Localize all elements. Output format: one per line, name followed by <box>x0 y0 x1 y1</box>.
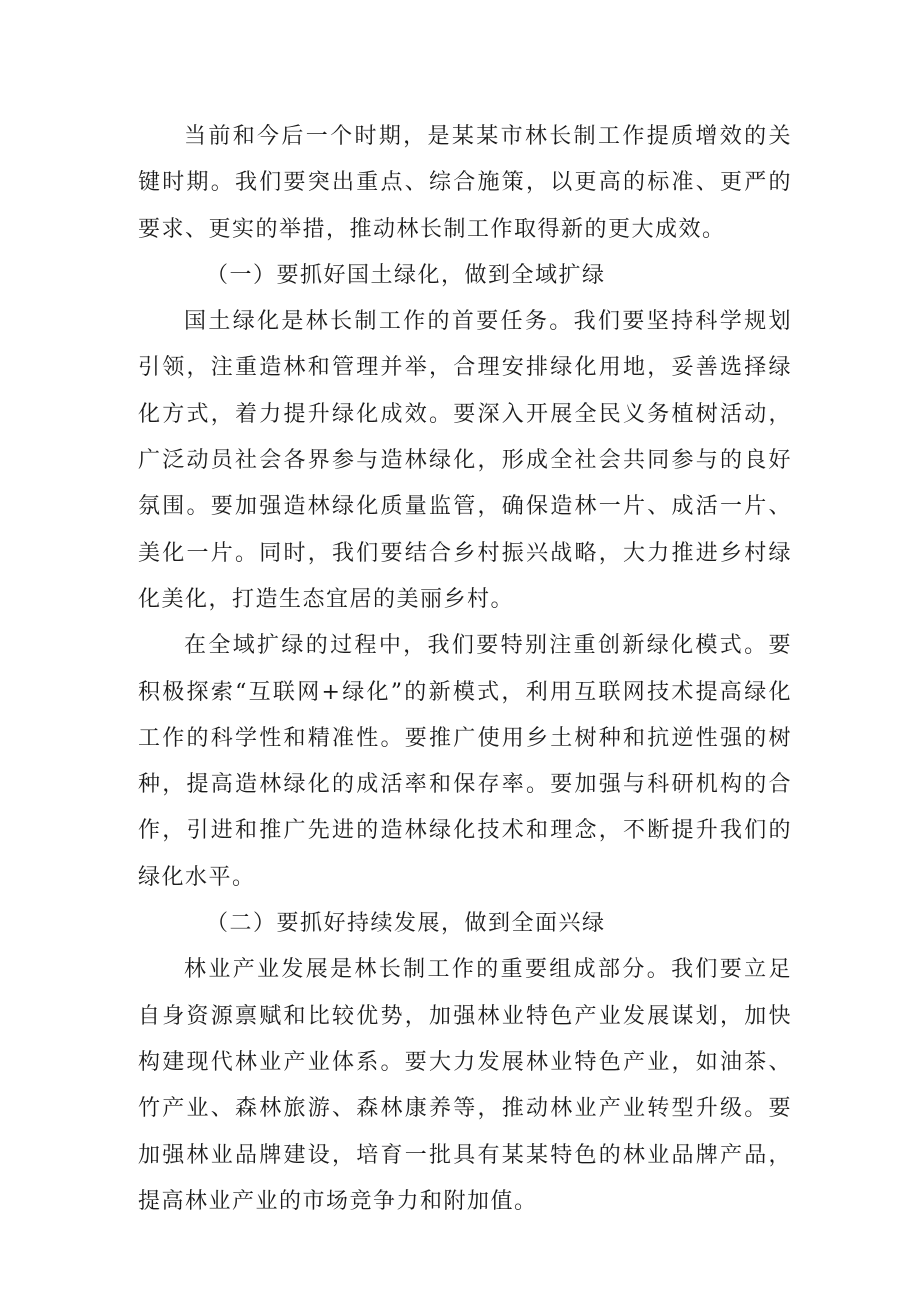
section-heading-1: （一）要抓好国土绿化，做到全域扩绿 <box>206 262 606 288</box>
section-heading-2: （二）要抓好持续发展，做到全面兴绿 <box>206 911 606 937</box>
document-body <box>138 114 792 1225</box>
paragraph-intro: 当前和今后一个时期，是某某市林长制工作提质增效的关键时期。我们要突出重点、综合施策，以更高的标准、更严的要求、更实的举措，推动林长制工作取得新的更大成效。 <box>138 124 792 242</box>
paragraph-innovation: 在全域扩绿的过程中，我们要特别注重创新绿化模式。要积极探索“互联网+绿化”的新模式，利用互联网技术提高绿化工作的科学性和精准性。要推广使用乡土树种和抗逆性强的树种，提高造林绿化的成活率和保存率。要加强与科研机构的合作，引进和推广先进的造林绿化技术和理念，不断提升我们的绿化水平。 <box>138 633 792 890</box>
paragraph-industry: 林业产业发展是林长制工作的重要组成部分。我们要立足自身资源禀赋和比较优势，加强林业特色产业发展谋划，加快构建现代林业产业体系。要大力发展林业特色产业，如油茶、竹产业、森林旅游、森林康养等，推动林业产业转型升级。要加强林业品牌建设，培育一批具有某某特色的林业品牌产品，提高林业产业的市场竞争力和附加值。 <box>138 957 792 1214</box>
paragraph-greening: 国土绿化是林长制工作的首要任务。我们要坚持科学规划引领，注重造林和管理并举，合理安排绿化用地，妥善选择绿化方式，着力提升绿化成效。要深入开展全民义务植树活动，广泛动员社会各界参与造林绿化，形成全社会共同参与的良好氛围。要加强造林绿化质量监管，确保造林一片、成活一片、美化一片。同时，我们要结合乡村振兴战略，大力推进乡村绿化美化，打造生态宜居的美丽乡村。 <box>138 309 792 612</box>
